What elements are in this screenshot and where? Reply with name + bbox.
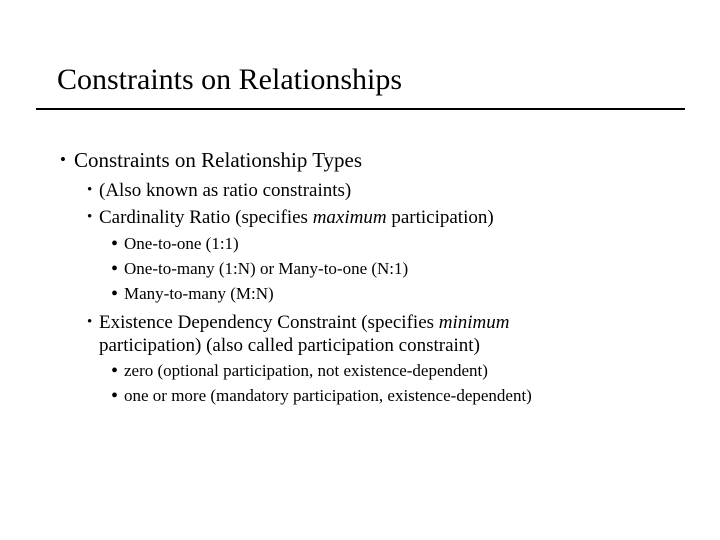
bullet-many-to-many: [111, 283, 274, 305]
bullet-icon: •: [111, 233, 119, 255]
bullet-text: Many-to-many (M:N): [124, 284, 274, 303]
bullet-text: participation) (also called participation constraint): [99, 335, 480, 356]
emphasis-minimum: minimum: [438, 312, 510, 333]
bullet-text: zero (optional participation, not existence-dependent): [124, 361, 488, 380]
bullet-text-end: participation): [386, 207, 494, 228]
slide-title: Constraints on Relationships: [57, 63, 402, 96]
bullet-text: Existence Dependency Constraint (specifies: [99, 312, 439, 333]
emphasis-maximum: maximum: [312, 207, 387, 228]
bullet-zero: [111, 360, 488, 382]
bullet-ratio-aka: [87, 178, 351, 203]
bullet-cardinality-ratio: [87, 205, 494, 230]
bullet-one-to-many: [111, 258, 408, 280]
bullet-text: One-to-many (1:N) or Many-to-one (N:1): [124, 259, 409, 278]
bullet-text: Constraints on Relationship Types: [74, 148, 363, 172]
bullet-icon: •: [60, 150, 66, 169]
bullet-icon: •: [87, 314, 93, 330]
bullet-icon: •: [111, 385, 119, 407]
bullet-icon: •: [87, 182, 93, 198]
bullet-existence-dependency: [87, 310, 510, 335]
bullet-one-to-one: [111, 233, 239, 255]
bullet-one-or-more: [111, 385, 532, 407]
bullet-text: One-to-one (1:1): [124, 234, 239, 253]
bullet-icon: •: [87, 209, 93, 225]
bullet-icon: •: [111, 258, 119, 280]
title-divider: [36, 108, 685, 110]
bullet-text: one or more (mandatory participation, existence-dependent): [124, 386, 532, 405]
bullet-relationship-types: [60, 147, 362, 173]
bullet-text: (Also known as ratio constraints): [99, 180, 352, 201]
bullet-icon: •: [111, 283, 119, 305]
bullet-icon: •: [111, 360, 119, 382]
bullet-text: Cardinality Ratio (specifies: [99, 207, 313, 228]
bullet-existence-continuation: [99, 334, 480, 358]
